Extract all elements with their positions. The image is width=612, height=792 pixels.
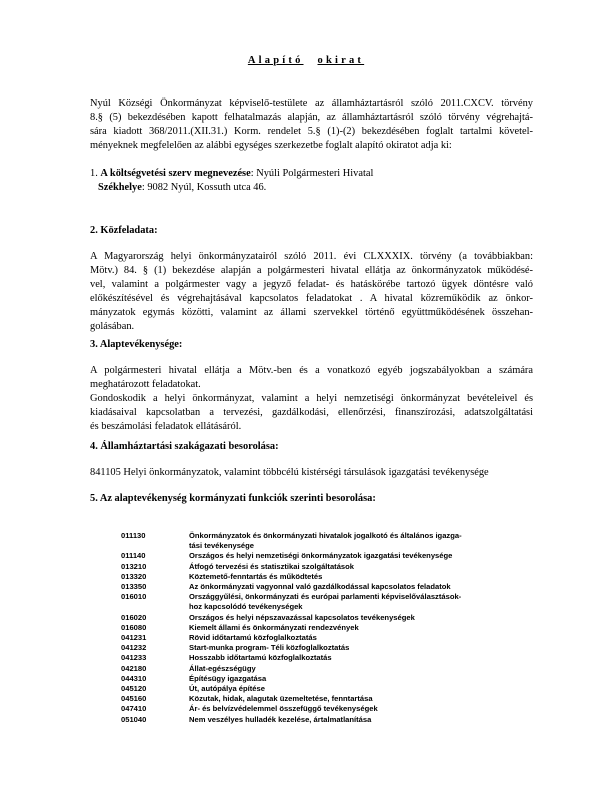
function-code: 016080 <box>121 622 147 632</box>
function-description: Állat-egészségügy <box>189 663 256 673</box>
function-description: Hosszabb időtartamú közfoglalkoztatás <box>189 653 332 663</box>
intro-line: 8.§ (5) bekezdésében kapott felhatalmazás alapján, az államháztartásról szóló törvény végrehajtá- <box>90 112 533 123</box>
table-row <box>121 664 541 674</box>
function-description: Önkormányzatok és önkormányzati hivatalok jogalkotó és általános igazga- <box>189 531 462 540</box>
section2-line: Mötv.) 84. § (1) bekezdése alapján a polgármesteri hivatal ellátja az önkormányzatok működésé- <box>90 265 533 276</box>
section2-line: előkészítésével és végrehajtásával kapcsolatos feladatokat . A hivatal közreműködik az önkor- <box>90 293 533 304</box>
table-row <box>121 674 541 684</box>
function-description: Start-munka program- Téli közfoglalkoztatás <box>189 643 350 653</box>
function-code: 041232 <box>121 643 147 653</box>
section3-line: Gondoskodik a helyi önkormányzat, valamint a helyi nemzetiségi önkormányzat bevételeivel és <box>90 393 533 404</box>
table-row <box>121 602 541 612</box>
function-description: Köztemető-fenntartás és működtetés <box>189 571 323 581</box>
section1-seat-line <box>98 181 266 195</box>
section3-heading: 3. Alaptevékenysége: <box>90 339 183 350</box>
function-code: 013320 <box>121 571 147 581</box>
function-description: tási tevékenysége <box>189 541 255 551</box>
function-description: Nem veszélyes hulladék kezelése, ártalmatlanítása <box>189 714 372 724</box>
function-description: Kiemelt állami és önkormányzati rendezvények <box>189 622 359 632</box>
section3-paragraph <box>90 364 533 434</box>
table-row <box>121 653 541 663</box>
intro-paragraph <box>90 97 533 153</box>
section1-label: A költségvetési szerv megnevezése <box>100 168 251 179</box>
function-description: Ár- és belvízvédelemmel összefüggő tevékenységek <box>189 704 378 714</box>
table-row <box>121 613 541 623</box>
function-description: Az önkormányzati vagyonnal való gazdálkodással kapcsolatos feladatok <box>189 582 451 592</box>
function-description: Út, autópálya építése <box>189 684 265 694</box>
table-row <box>121 562 541 572</box>
section1-prefix: 1. <box>90 168 101 179</box>
function-description: Országos és helyi népszavazással kapcsolatos tevékenységek <box>189 612 415 622</box>
table-row <box>121 684 541 694</box>
function-description: hoz kapcsolódó tevékenységek <box>189 602 303 612</box>
section2-line: golásában. <box>90 321 135 332</box>
function-code <box>121 541 189 551</box>
section2-line: vel, valamint a polgármester vagy a jegyző feladat- és hatáskörébe tartozó ügyek döntésre való <box>90 279 533 290</box>
intro-line: ményeknek megfelelően az alábbi egységes szerkezetbe foglalt alapító okiratot adja ki: <box>90 140 452 151</box>
table-row <box>121 582 541 592</box>
section3-line: és beszámolási feladatok ellátásáról. <box>90 421 242 432</box>
section4-heading: 4. Államháztartási szakágazati besorolása: <box>90 441 279 452</box>
table-row <box>121 643 541 653</box>
function-code: 016010 <box>121 592 147 602</box>
title-word-2: okirat <box>317 55 365 66</box>
function-code: 041231 <box>121 633 147 643</box>
function-code: 011130 <box>121 531 146 540</box>
intro-line: sára kiadott 368/2011.(XII.31.) Korm. rendelet 5.§ (1)-(2) bekezdésében foglalt tartalmi követel- <box>90 126 533 137</box>
function-description: Átfogó tervezési és statisztikai szolgáltatások <box>189 561 355 571</box>
function-code: 042180 <box>121 663 147 673</box>
function-code: 045160 <box>121 694 147 704</box>
table-row <box>121 633 541 643</box>
table-row <box>121 531 541 541</box>
table-row <box>121 704 541 714</box>
section5-heading: 5. Az alaptevékenység kormányzati funkciók szerinti besorolása: <box>90 493 376 504</box>
section3-line: A polgármesteri hivatal ellátja a Mötv.-ben és a vonatkozó egyéb jogszabályokban a számára <box>90 365 533 376</box>
table-row <box>121 541 541 551</box>
title-word-1: Alapító <box>247 55 304 66</box>
seat-label: Székhelye <box>98 182 142 193</box>
section2-line: mányzatok egymás közötti, valamint az állami szervekkel történő együttműködésének összehan- <box>90 307 533 318</box>
function-description: Országos és helyi nemzetiségi önkormányzatok igazgatási tevékenysége <box>189 551 453 561</box>
table-row <box>121 715 541 725</box>
section2-line: A Magyarország helyi önkormányzatairól szóló 2011. évi CLXXXIX. törvény (a továbbiakban: <box>90 251 533 262</box>
function-description: Rövid időtartamú közfoglalkoztatás <box>189 633 317 643</box>
function-code: 041233 <box>121 653 147 663</box>
section3-line: meghatározott feladatokat. <box>90 379 201 390</box>
function-description: Közutak, hidak, alagutak üzemeltetése, fenntartása <box>189 694 373 704</box>
function-code: 011140 <box>121 551 146 561</box>
function-code: 013350 <box>121 582 147 592</box>
function-description: Építésügy igazgatása <box>189 673 267 683</box>
section1-value: : Nyúli Polgármesteri Hivatal <box>250 168 374 179</box>
function-code: 044310 <box>121 673 147 683</box>
function-classification-table <box>121 531 541 725</box>
table-row <box>121 694 541 704</box>
table-row <box>121 623 541 633</box>
section3-line: kiadásaival kapcsolatban a tervezési, gazdálkodási, ellenőrzési, finanszírozási, adatszolgáltatási <box>90 407 533 418</box>
function-code <box>121 602 189 612</box>
table-row <box>121 572 541 582</box>
function-code: 016020 <box>121 612 147 622</box>
function-code: 051040 <box>121 714 147 724</box>
function-description: Országgyűlési, önkormányzati és európai parlamenti képviselőválasztások- <box>189 592 462 602</box>
intro-line: Nyúl Községi Önkormányzat képviselő-testülete az államháztartásról szóló 2011.CXCV. törvény <box>90 98 533 109</box>
seat-value: : 9082 Nyúl, Kossuth utca 46. <box>141 182 267 193</box>
table-row <box>121 551 541 561</box>
document-title <box>0 55 612 66</box>
section1-name-line <box>90 167 373 181</box>
function-code: 013210 <box>121 561 147 571</box>
function-code: 045120 <box>121 684 147 694</box>
section2-heading: 2. Közfeladata: <box>90 225 158 236</box>
section4-text: 841105 Helyi önkormányzatok, valamint többcélú kistérségi társulások igazgatási tevékenysége <box>90 467 489 478</box>
section2-paragraph <box>90 250 533 334</box>
table-row <box>121 592 541 602</box>
function-code: 047410 <box>121 704 147 714</box>
